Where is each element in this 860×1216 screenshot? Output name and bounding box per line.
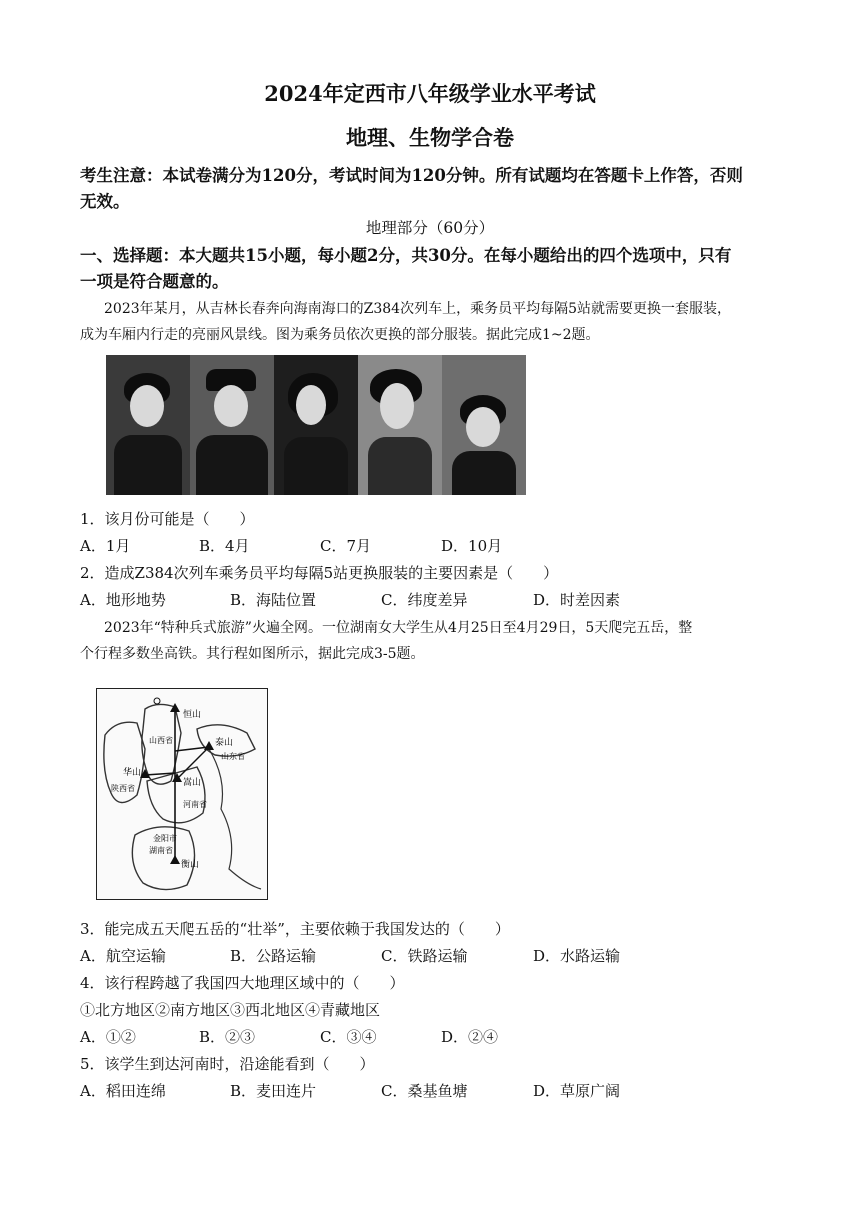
- q2-option-c: C．纬度差异: [381, 591, 468, 609]
- label-mount-tai: 泰山: [215, 738, 234, 748]
- label-shandong: 山东省: [221, 752, 245, 761]
- q1-option-d: D．10月: [441, 537, 503, 555]
- q3-option-d: D．水路运输: [533, 947, 621, 965]
- q1-option-a: A．1月: [80, 537, 131, 555]
- label-shanxi: 山西省: [149, 736, 173, 745]
- q2-option-d: D．时差因素: [533, 591, 621, 609]
- uniform-panel-2: [190, 355, 274, 495]
- five-mountains-route-map: [96, 688, 268, 900]
- attendant-uniforms-photo: [106, 355, 526, 495]
- q2-option-a: A．地形地势: [80, 591, 166, 609]
- passage1-line-2: 成为车厢内行走的亮丽风景线。图为乘务员依次更换的部分服装。据此完成1~2题。: [80, 327, 600, 343]
- q5-stem: 5．该学生到达河南时，沿途能看到（ ）: [80, 1055, 375, 1073]
- label-shaanxi: 陕西省: [111, 784, 135, 793]
- part-one-line-1: 一、选择题：本大题共15小题，每小题2分，共30分。在每小题给出的四个选项中，只有: [80, 246, 732, 265]
- label-henan: 河南省: [183, 800, 207, 809]
- q1-stem: 1．该月份可能是（ ）: [80, 510, 255, 528]
- q2-stem: 2．造成Z384次列车乘务员平均每隔5站更换服装的主要因素是（ ）: [80, 564, 559, 582]
- q3-option-a: A．航空运输: [80, 947, 166, 965]
- q4-option-a: A．①②: [80, 1028, 136, 1046]
- label-hunan: 湖南省: [149, 846, 173, 855]
- q3-option-b: B．公路运输: [230, 947, 317, 965]
- q2-option-b: B．海陆位置: [230, 591, 317, 609]
- label-mount-hua: 华山: [123, 768, 142, 778]
- passage1-line-1: 2023年某月，从吉林长春奔向海南海口的Z384次列车上，乘务员平均每隔5站就需要更换一套服装，: [104, 301, 731, 317]
- uniform-panel-1: [106, 355, 190, 495]
- q4-stem: 4．该行程跨越了我国四大地理区域中的（ ）: [80, 974, 405, 992]
- notice-line-2: 无效。: [80, 192, 130, 211]
- q1-option-c: C．7月: [320, 537, 372, 555]
- label-mount-heng-south: 衡山: [181, 860, 200, 870]
- notice-line-1: 考生注意：本试卷满分为120分，考试时间为120分钟。所有试题均在答题卡上作答，否则: [80, 166, 743, 185]
- route-diag: [177, 747, 209, 779]
- coastline: [209, 749, 261, 889]
- q3-option-c: C．铁路运输: [381, 947, 468, 965]
- label-jinyang: 金阳市: [153, 834, 177, 843]
- passage2-line-2: 个行程多数坐高铁。其行程如图所示，据此完成3-5题。: [80, 646, 425, 662]
- route-map-svg: [97, 689, 267, 899]
- q5-option-b: B．麦田连片: [230, 1082, 317, 1100]
- passage2-line-1: 2023年“特种兵式旅游”火遍全网。一位湖南女大学生从4月25日至4月29日，5天爬完五岳，整: [104, 620, 693, 636]
- uniform-panel-5: [442, 355, 526, 495]
- part-one-line-2: 一项是符合题意的。: [80, 272, 229, 291]
- q4-option-c: C．③④: [320, 1028, 377, 1046]
- exam-subtitle: 地理、生物学合卷: [346, 125, 514, 150]
- label-mount-heng-north: 恒山: [183, 710, 202, 720]
- mount-tai-marker: [204, 741, 214, 750]
- section-title: 地理部分（60分）: [365, 219, 495, 237]
- q5-option-c: C．桑基鱼塘: [381, 1082, 468, 1100]
- city-marker: [154, 698, 160, 704]
- uniform-panel-3: [274, 355, 358, 495]
- q4-option-d: D．②④: [441, 1028, 499, 1046]
- q3-stem: 3．能完成五天爬五岳的“壮举”，主要依赖于我国发达的（ ）: [80, 920, 510, 938]
- uniform-panel-4: [358, 355, 442, 495]
- mount-heng-north-marker: [170, 703, 180, 712]
- q5-option-d: D．草原广阔: [533, 1082, 621, 1100]
- q5-option-a: A．稻田连绵: [80, 1082, 166, 1100]
- q1-option-b: B．4月: [199, 537, 250, 555]
- q4-choices: ①北方地区②南方地区③西北地区④青藏地区: [80, 1001, 381, 1019]
- label-mount-song: 嵩山: [183, 778, 202, 788]
- q4-option-b: B．②③: [199, 1028, 256, 1046]
- route-east: [175, 747, 209, 751]
- exam-title: 2024年定西市八年级学业水平考试: [264, 81, 596, 106]
- mount-heng-south-marker: [170, 855, 180, 864]
